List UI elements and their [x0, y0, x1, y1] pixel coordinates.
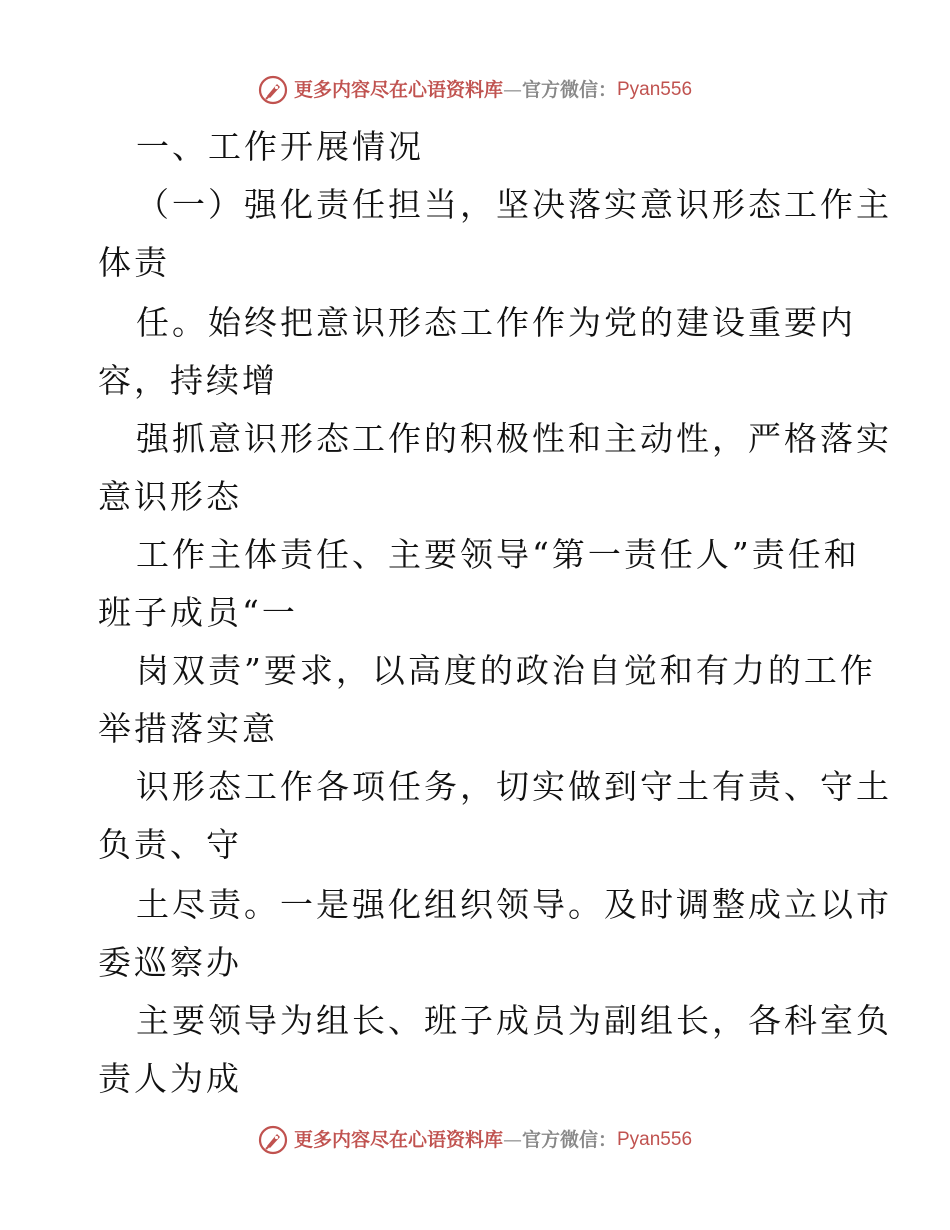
text-line: 体责 — [98, 243, 170, 282]
watermark-account: Pyan556 — [617, 79, 693, 100]
text-line: 工作主体责任、主要领导“第一责任人”责任和 — [136, 535, 860, 574]
watermark-brand: 更多内容尽在心语资料库 — [293, 1129, 503, 1151]
text-line: 主要领导为组长、班子成员为副组长，各科室负 — [136, 1001, 892, 1040]
text-line: 班子成员“一 — [98, 593, 298, 632]
header-watermark — [0, 72, 950, 108]
text-line: 岗双责”要求，以高度的政治自觉和有力的工作 — [136, 651, 876, 690]
text-line: 责人为成 — [98, 1059, 242, 1098]
text-line: 负责、守 — [98, 825, 242, 864]
watermark-official-label: 官方微信： — [521, 1129, 617, 1151]
text-line: 土尽责。一是强化组织领导。及时调整成立以市 — [136, 885, 892, 924]
pen-nib-logo-icon — [258, 1125, 288, 1155]
pen-nib-logo-icon — [258, 75, 288, 105]
text-line: 意识形态 — [98, 477, 242, 516]
text-line: 识形态工作各项任务，切实做到守土有责、守土 — [136, 767, 892, 806]
watermark-brand: 更多内容尽在心语资料库 — [293, 79, 503, 101]
watermark-account: Pyan556 — [617, 1129, 693, 1150]
watermark-separator: — — [502, 79, 522, 101]
watermark-official-label: 官方微信： — [521, 79, 617, 101]
text-line: 委巡察办 — [98, 943, 242, 982]
watermark-separator: — — [502, 1129, 522, 1151]
text-line: 举措落实意 — [98, 709, 278, 748]
section-heading: 一、工作开展情况 — [136, 127, 424, 166]
text-line: 任。始终把意识形态工作作为党的建设重要内 — [136, 303, 856, 342]
text-line: 强抓意识形态工作的积极性和主动性，严格落实 — [136, 419, 892, 458]
footer-watermark — [0, 1122, 950, 1158]
subsection-heading: （一）强化责任担当，坚决落实意识形态工作主 — [136, 185, 892, 224]
text-line: 容，持续增 — [98, 361, 278, 400]
